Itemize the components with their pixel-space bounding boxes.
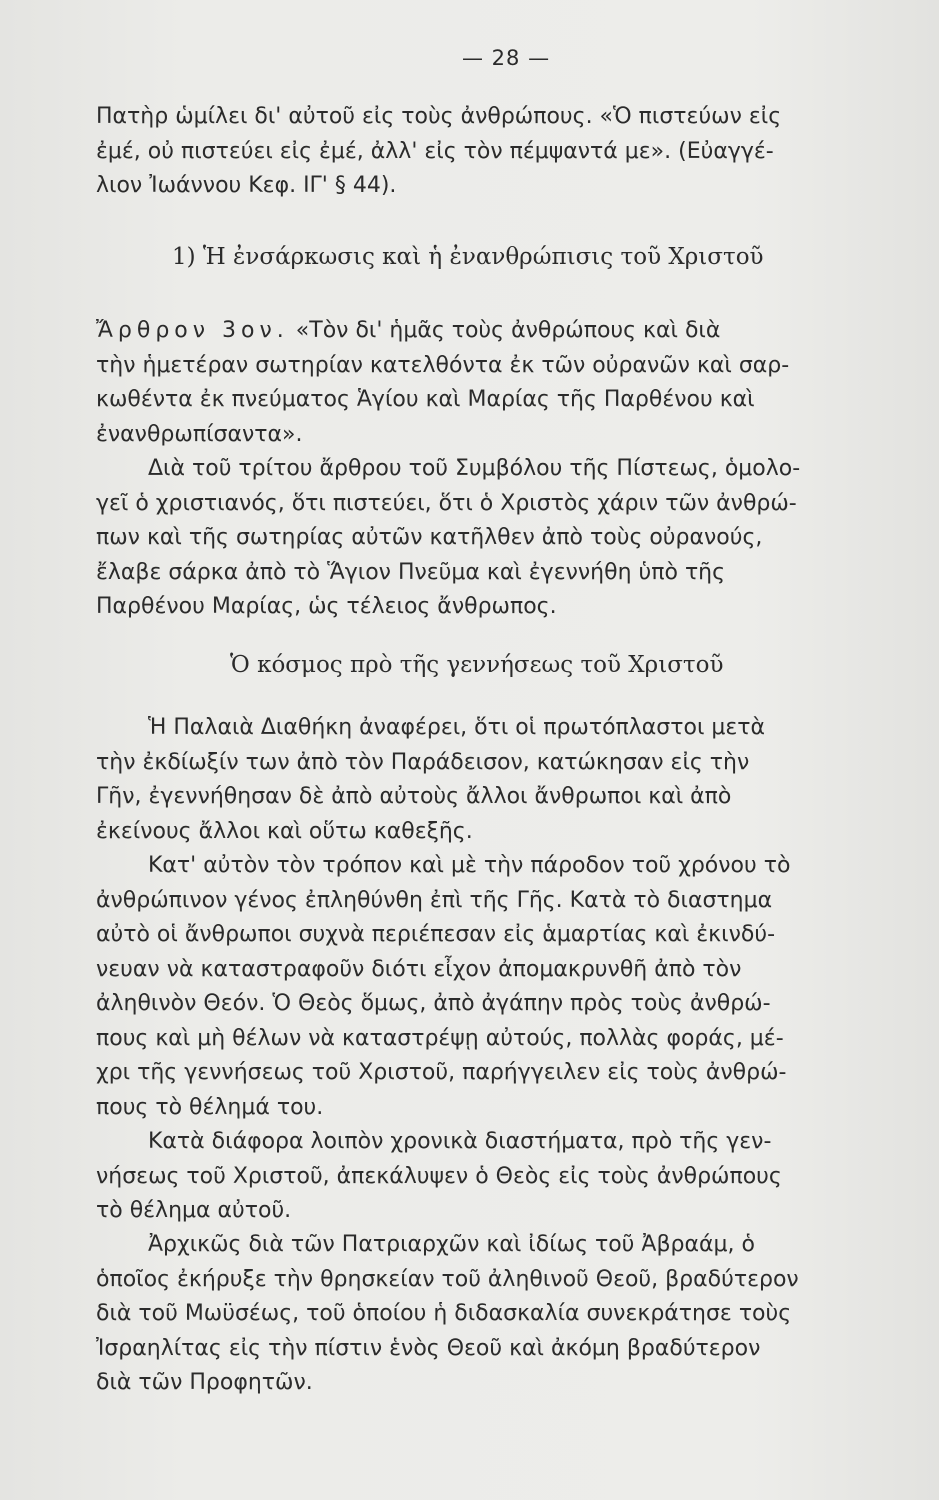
text-line: ἀληθινὸν Θεόν. Ὁ Θεὸς ὅμως, ἀπὸ ἀγάπην πρὸς τοὺς ἀνθρώ- <box>96 991 771 1016</box>
text-line: τὴν ἡμετέραν σωτηρίαν κατελθόντα ἐκ τῶν οὐρανῶν καὶ σαρ- <box>96 352 790 378</box>
article-paragraph <box>96 314 916 452</box>
text-line: χρι τῆς γεννήσεως τοῦ Χριστοῦ, παρήγγειλεν εἰς τοὺς ἀνθρώ- <box>96 1060 787 1085</box>
paragraph-humanity-multiplied <box>96 849 916 1125</box>
text-line: κωθέντα ἐκ πνεύματος Ἁγίου καὶ Μαρίας τῆς Παρθένου καὶ <box>96 387 755 412</box>
text-line: Γῆν, ἐγεννήθησαν δὲ ἀπὸ αὐτοὺς ἄλλοι ἄνθρωποι καὶ ἀπὸ <box>96 784 732 809</box>
text-line: Ἡ Παλαιὰ Διαθήκη ἀναφέρει, ὅτι οἱ πρωτόπλαστοι μετὰ <box>148 715 766 740</box>
paragraph-third-article <box>96 452 916 625</box>
section-heading-world-before-christ: Ὁ κόσμος πρὸ τῆς γεννήσεως τοῦ Χριστοῦ <box>230 652 724 678</box>
text-line: Διὰ τοῦ τρίτου ἄρθρου τοῦ Συμβόλου τῆς Πίστεως, ὁμολο- <box>148 456 801 481</box>
text-line: ὁποῖος ἐκήρυξε τὴν θρησκείαν τοῦ ἀληθινοῦ Θεοῦ, βραδύτερον <box>96 1266 799 1292</box>
text-line: πων καὶ τῆς σωτηρίας αὐτῶν κατῆλθεν ἀπὸ τοὺς οὐρανούς, <box>96 525 763 550</box>
text-line: τὸ θέλημα αὐτοῦ. <box>96 1198 292 1223</box>
section-heading-incarnation: 1) Ἡ ἐνσάρκωσις καὶ ἡ ἐνανθρώπισις τοῦ Χριστοῦ <box>172 244 764 270</box>
paragraph-old-testament <box>96 711 916 849</box>
text-line: ἐμέ, οὐ πιστεύει εἰς ἐμέ, ἀλλ' εἰς τὸν πέμψαντά με». (Εὐαγγέ- <box>96 138 774 164</box>
paragraph-revelation <box>96 1125 916 1229</box>
text-line: πους τὸ θέλημά του. <box>96 1094 324 1120</box>
text-line: τὴν ἐκδίωξίν των ἀπὸ τὸν Παράδεισον, κατώκησαν εἰς τὴν <box>96 749 750 775</box>
text-line: νευαν νὰ καταστραφοῦν διότι εἶχον ἀπομακρυνθῆ ἀπὸ τὸν <box>96 956 742 982</box>
intro-paragraph <box>96 100 916 204</box>
article-quote-start: «Τὸν δι' ἡμᾶς τοὺς ἀνθρώπους καὶ διὰ <box>295 318 721 343</box>
text-line: νήσεως τοῦ Χριστοῦ, ἀπεκάλυψεν ὁ Θεὸς εἰς τοὺς ἀνθρώπους <box>96 1163 782 1189</box>
text-line: πους καὶ μὴ θέλων νὰ καταστρέψῃ αὐτούς, πολλὰς φοράς, μέ- <box>96 1025 784 1051</box>
text-line: αὐτὸ οἱ ἄνθρωποι συχνὰ περιέπεσαν εἰς ἁμαρτίας καὶ ἐκινδύ- <box>96 922 776 947</box>
paragraph-patriarchs <box>96 1228 916 1401</box>
text-line: Πατὴρ ὡμίλει δι' αὐτοῦ εἰς τοὺς ἀνθρώπους. «Ὁ πιστεύων εἰς <box>96 104 782 129</box>
text-line: Ἰσραηλίτας εἰς τὴν πίστιν ἑνὸς Θεοῦ καὶ ἀκόμη βραδύτερον <box>96 1335 761 1361</box>
text-line: ἐνανθρωπίσαντα». <box>96 421 303 447</box>
article-label: Ἄρθρον 3ον. <box>96 318 289 343</box>
text-line: ἔλαβε σάρκα ἀπὸ τὸ Ἅγιον Πνεῦμα καὶ ἐγεννήθη ὑπὸ τῆς <box>96 559 726 585</box>
text-line: Ἀρχικῶς διὰ τῶν Πατριαρχῶν καὶ ἰδίως τοῦ Ἀβραάμ, ὁ <box>148 1232 755 1257</box>
text-line <box>96 314 916 349</box>
text-line: ἀνθρώπινον γένος ἐπληθύνθη ἐπὶ τῆς Γῆς. Κατὰ τὸ διαστημα <box>96 887 773 913</box>
text-line: Παρθένου Μαρίας, ὡς τέλειος ἄνθρωπος. <box>96 594 557 619</box>
page-number: — 28 — <box>462 46 551 70</box>
text-line: ἐκείνους ἄλλοι καὶ οὕτω καθεξῆς. <box>96 818 473 844</box>
text-line: λιον Ἰωάννου Κεφ. ΙΓ' § 44). <box>96 173 397 198</box>
text-line: Κατ' αὐτὸν τὸν τρόπον καὶ μὲ τὴν πάροδον τοῦ χρόνου τὸ <box>148 853 791 878</box>
text-line: γεῖ ὁ χριστιανός, ὅτι πιστεύει, ὅτι ὁ Χριστὸς χάριν τῶν ἀνθρώ- <box>96 490 797 516</box>
text-line: διὰ τῶν Προφητῶν. <box>96 1370 313 1395</box>
text-line: Κατὰ διάφορα λοιπὸν χρονικὰ διαστήματα, πρὸ τῆς γεν- <box>148 1129 772 1154</box>
text-line: διὰ τοῦ Μωϋσέως, τοῦ ὁποίου ἡ διδασκαλία συνεκράτησε τοὺς <box>96 1301 792 1326</box>
